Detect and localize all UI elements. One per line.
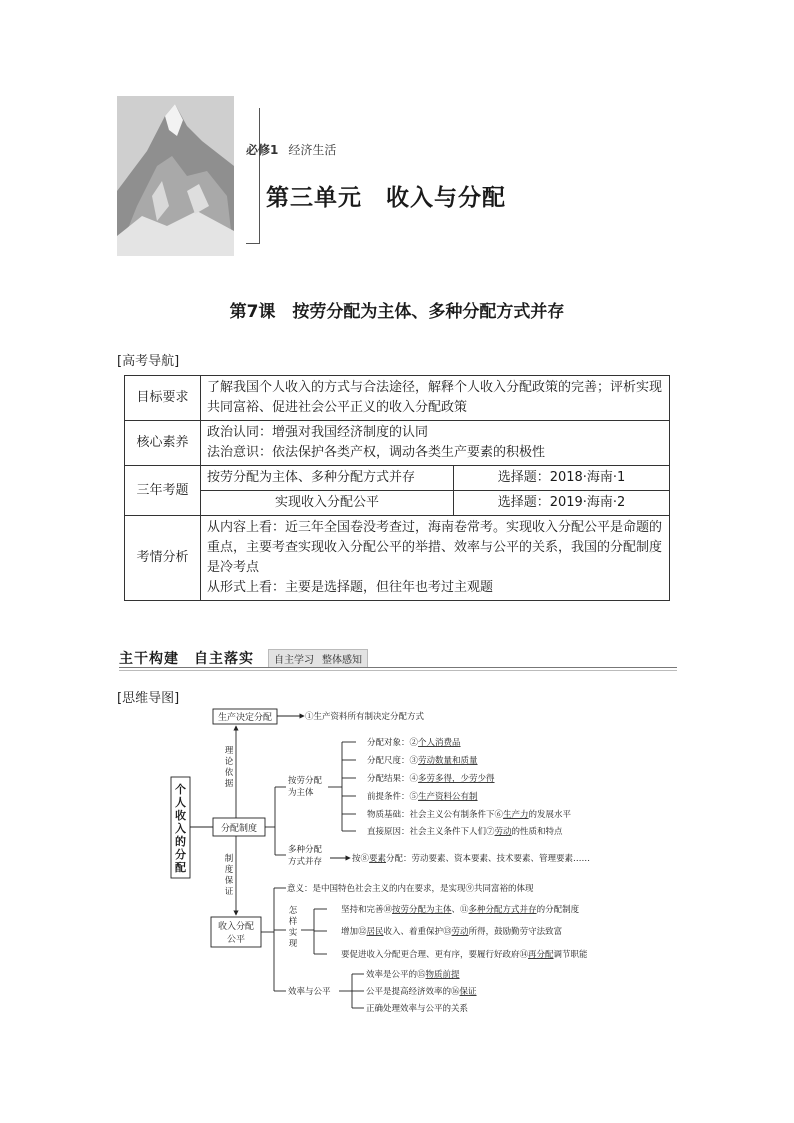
unit-title: 第三单元 收入与分配 [266, 185, 506, 211]
efficiency-item: 正确处理效率与公平的关系 [366, 1004, 469, 1014]
multi-node: 方式并存 [288, 857, 323, 867]
fairness-node: 收入分配 [217, 922, 255, 932]
vertical-char: 实 [288, 928, 298, 938]
efficiency-item: 效率是公平的⑮物质前提 [366, 970, 460, 980]
theory-basis-label [225, 746, 234, 789]
exam-topic: 按劳分配为主体、多种分配方式并存 [201, 466, 454, 491]
literacy-line: 法治意识：依法保护各类产权，调动各类生产要素的积极性 [207, 445, 546, 460]
how-item: 要促进收入分配更合理、更有序，要履行好政府⑭再分配调节职能 [341, 950, 588, 960]
analysis-text: 从形式上看：主要是选择题，但往年也考过主观题 [207, 580, 494, 595]
labor-item: 分配结果：④多劳多得，少劳少得 [367, 774, 495, 784]
root-char: 分 [175, 848, 186, 861]
exam-ref: 选择题：2018·海南·1 [454, 466, 670, 491]
labor-item: 直接原因：社会主义条件下人们⑦劳动的性质和特点 [367, 827, 563, 837]
root-char: 人 [175, 796, 186, 809]
root-char: 的 [175, 835, 186, 848]
vertical-char: 现 [288, 939, 298, 949]
vertical-char: 据 [224, 779, 234, 789]
vertical-char: 制 [224, 854, 234, 864]
how-item: 增加⑫居民收入、着重保护⑬劳动所得，鼓励勤劳守法致富 [341, 927, 563, 937]
labor-node: 按劳分配 [288, 776, 323, 786]
vertical-char: 怎 [288, 906, 298, 916]
banner-tag-text: 整体感知 [322, 655, 362, 666]
nav-label: [高考导航] [117, 354, 180, 369]
production-point: ①生产资料所有制决定分配方式 [305, 712, 425, 722]
vertical-char: 依 [224, 768, 234, 778]
analysis-text: 从内容上看：近三年全国卷没考查过，海南卷常考。实现收入分配公平是命题的重点，主要考查实现收入分配公平的举措、效率与公平的关系，我国的分配制度是冷考点 [207, 520, 663, 575]
root-char: 入 [175, 822, 186, 835]
root-char: 个 [175, 783, 186, 796]
vertical-char: 保 [224, 876, 234, 886]
vertical-char: 样 [288, 917, 298, 927]
row-header-goal: 目标要求 [125, 376, 201, 421]
system-guarantee-label [225, 853, 234, 897]
labor-item: 前提条件：⑤生产资料公有制 [367, 792, 478, 802]
module-label: 必修1 [246, 143, 279, 157]
root-label [175, 782, 186, 874]
labor-item: 分配尺度：③劳动数量和质量 [367, 756, 478, 766]
literacy-line: 政治认同：增强对我国经济制度的认同 [207, 425, 429, 440]
fairness-node: 公平 [226, 935, 246, 945]
row-header-exams: 三年考题 [125, 466, 201, 516]
section-banner-title: 主干构建 自主落实 [119, 651, 254, 667]
row-header-literacy: 核心素养 [125, 421, 201, 466]
root-char: 配 [175, 861, 186, 874]
how-realize-label [289, 905, 298, 949]
production-node: 生产决定分配 [217, 713, 273, 723]
labor-item: 物质基础：社会主义公有制条件下⑥生产力的发展水平 [367, 810, 572, 820]
vertical-char: 证 [224, 887, 234, 897]
vertical-char: 理 [224, 746, 234, 756]
efficiency-item: 公平是提高经济效率的⑯保证 [366, 987, 477, 997]
system-node: 分配制度 [220, 824, 258, 834]
exam-topic: 实现收入分配公平 [201, 491, 454, 516]
efficiency-node: 效率与公平 [288, 987, 331, 997]
module-name: 经济生活 [288, 143, 337, 157]
multi-node: 多种分配 [288, 845, 323, 855]
vertical-char: 度 [224, 865, 234, 875]
mindmap-label: [思维导图] [117, 691, 180, 706]
how-item: 坚持和完善⑩按劳分配为主体、⑪多种分配方式并存的分配制度 [341, 905, 580, 915]
lesson-title: 第7课 按劳分配为主体、多种分配方式并存 [229, 302, 565, 322]
vertical-char: 论 [224, 757, 234, 767]
labor-node: 为主体 [288, 788, 314, 798]
root-char: 收 [175, 809, 186, 822]
banner-tag-text: 自主学习 [274, 655, 314, 666]
exam-ref: 选择题：2019·海南·2 [454, 491, 670, 516]
row-header-analysis: 考情分析 [125, 516, 201, 601]
meaning-text: 意义：是中国特色社会主义的内在要求，是实现⑨共同富裕的体现 [287, 884, 534, 894]
goal-text: 了解我国个人收入的方式与合法途径，解释个人收入分配政策的完善；评析实现共同富裕、促进社会公平正义的收入分配政策 [201, 376, 670, 421]
multi-item: 按⑧要素分配：劳动要素、资本要素、技术要素、管理要素…… [352, 854, 591, 864]
labor-item: 分配对象：②个人消费品 [367, 738, 461, 748]
